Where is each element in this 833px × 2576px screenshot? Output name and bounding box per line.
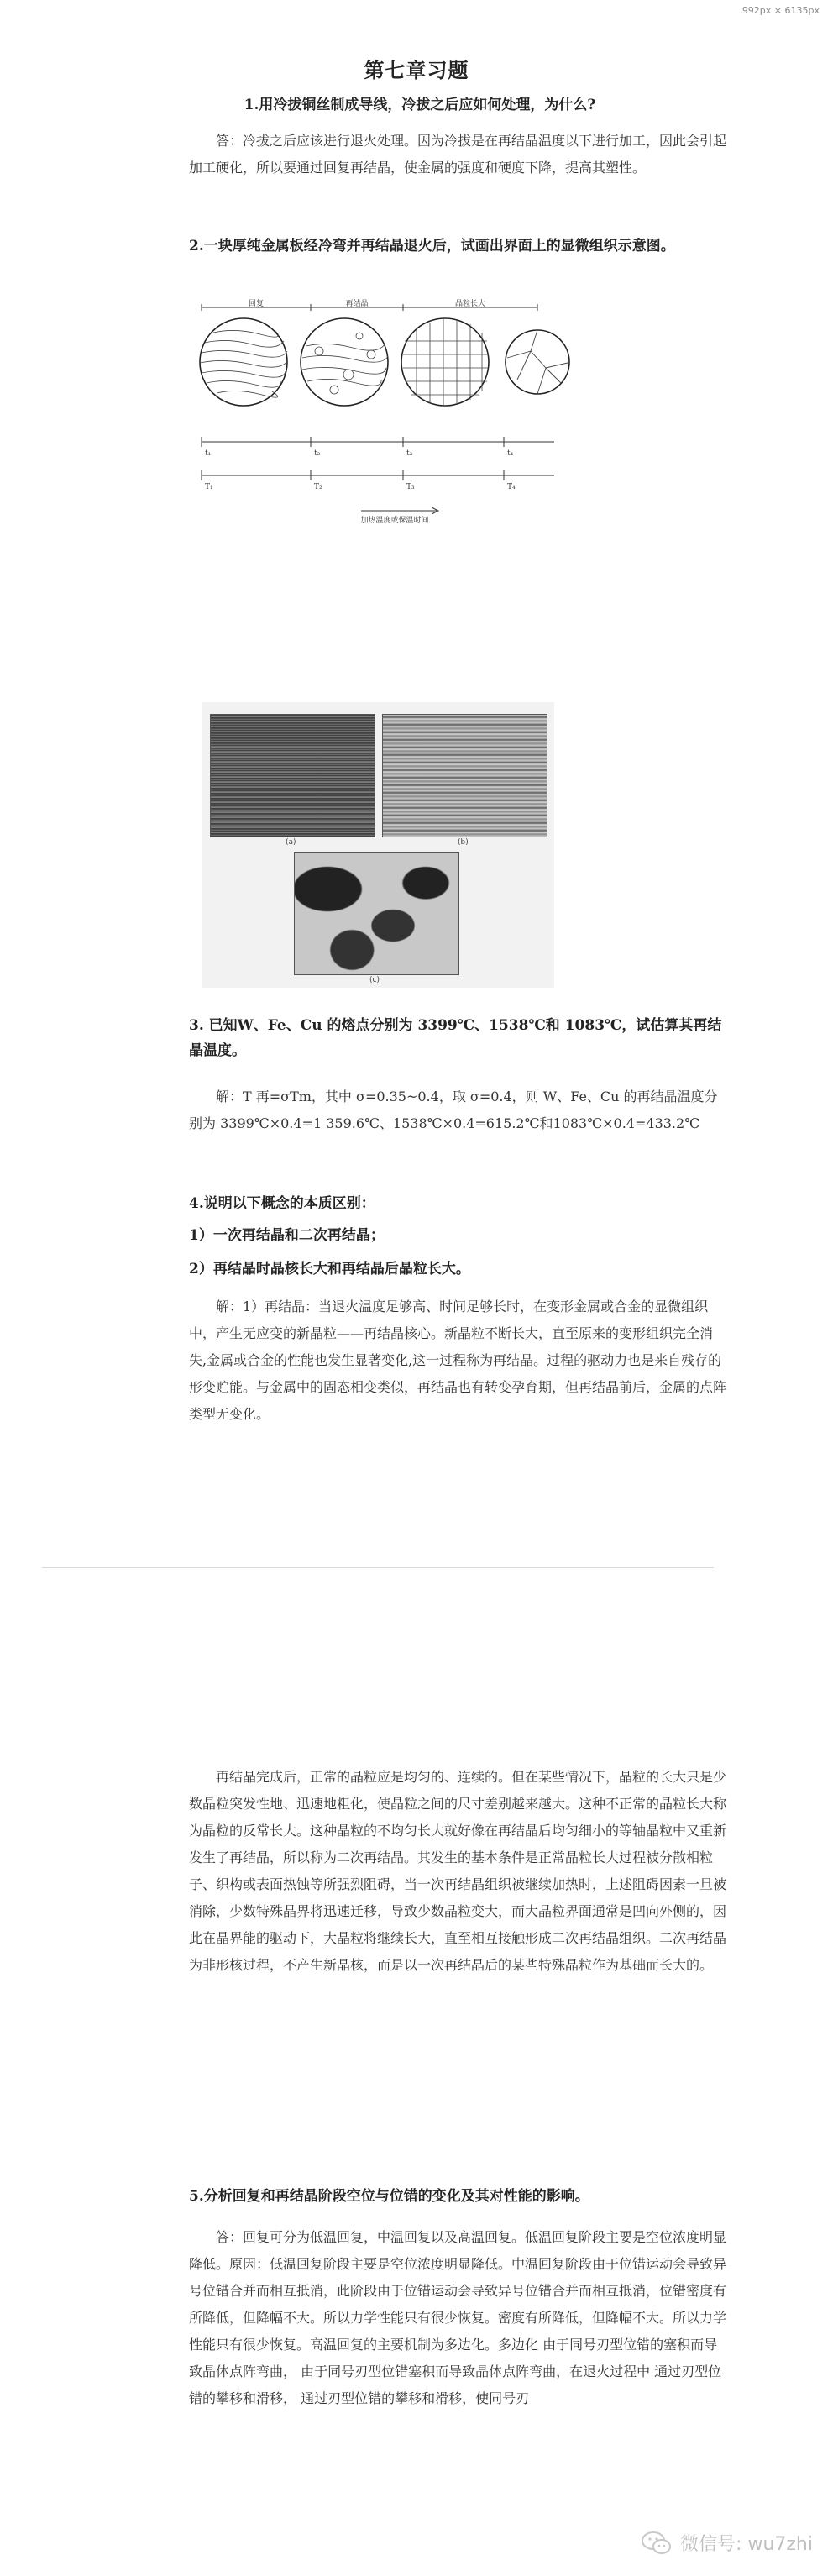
micro-circle-nucleation <box>301 318 388 406</box>
micro-circle-recrystallized <box>401 318 489 406</box>
micrograph-c-label: (c) <box>369 976 380 984</box>
answer-5: 答：回复可分为低温回复，中温回复以及高温回复。低温回复阶段主要是空位浓度明显降低。原因：低温回复阶段主要是空位浓度明显降低。中温回复阶段由于位错运动会导致异号位错合并而相互抵消，此阶段由于位错运动会导致异号位错合并而相互抵消，位错密度有所降低，但降幅不大。所以力学性能只有很少恢复。密度有所降低，但降幅不大。所以力学性能只有很少恢复。高温回复的主要机制为多边化。多边化 由于同号刃型位错的塞积而导致晶体点阵弯曲， 由于同号刃型位错塞积而导致晶体点阵弯曲，在退火过程中 通过刃型位错的攀移和滑移， 通过刃型位错的攀移和滑移，使同号刃 <box>189 2229 727 2406</box>
micrograph-a <box>210 714 375 837</box>
answer-4: 解：1）再结晶：当退火温度足够高、时间足够长时，在变形金属或合金的显微组织中，产生无应变的新晶粒——再结晶核心。新晶粒不断长大，直至原来的变形组织完全消失,金属或合金的性能也发生显著变化,这一过程称为再结晶。过程的驱动力也是来自残存的形变贮能。与金属中的固态相变类似，再结晶也有转变孕育期，但再结晶前后，金属的点阵类型无变化。 <box>189 1298 727 1422</box>
stage-label-grain-growth: 晶粒长大 <box>454 300 486 308</box>
T4-label: T₄ <box>507 483 516 491</box>
grain-evolution-figure <box>185 299 571 526</box>
page-2 <box>0 1579 833 2576</box>
stage-label-recovery: 回复 <box>248 300 265 308</box>
answer-3: 解：T 再=σTm，其中 σ=0.35~0.4，取 σ=0.4，则 W、Fe、Cu 的再结晶温度分别为 3399℃×0.4=1 359.6℃、1538℃×0.4=615.2℃和1083℃×0.4=433.2℃ <box>189 1089 718 1131</box>
T1-label: T₁ <box>205 483 213 491</box>
micrograph-b <box>382 714 547 837</box>
t4-label: t₄ <box>507 449 514 458</box>
question-3: 3. 已知W、Fe、Cu 的熔点分别为 3399℃、1538℃和 1083℃，试估算其再结晶温度。 <box>189 1017 722 1059</box>
question-4-item-1: 1）一次再结晶和二次再结晶； <box>189 1227 385 1244</box>
t1-label: t₁ <box>205 449 212 458</box>
question-5: 5.分析回复和再结晶阶段空位与位错的变化及其对性能的影响。 <box>189 2188 589 2205</box>
micro-circle-grown <box>506 330 569 394</box>
micrograph-b-label: (b) <box>458 838 469 847</box>
question-4-item-2: 2）再结晶时晶核长大和再结晶后晶粒长大。 <box>189 1261 470 1278</box>
T2-label: T₂ <box>314 483 322 491</box>
stage-label-recrystallization: 再结晶 <box>345 300 369 308</box>
question-1: 1.用冷拔铜丝制成导线，冷拔之后应如何处理，为什么? <box>244 97 596 113</box>
t3-label: t₃ <box>406 449 413 458</box>
time-axis-label: 加热温度或保温时间 <box>360 517 429 525</box>
t2-label: t₂ <box>314 449 321 458</box>
T3-label: T₃ <box>406 483 415 491</box>
answer-4-continued: 再结晶完成后，正常的晶粒应是均匀的、连续的。但在某些情况下，晶粒的长大只是少数晶粒突发性地、迅速地粗化，使晶粒之间的尺寸差别越来越大。这种不正常的晶粒长大称为晶粒的反常长大。这种晶粒的不均匀长大就好像在再结晶后均匀细小的等轴晶粒中又重新发生了再结晶，所以称为二次再结晶。其发生的基本条件是正常晶粒长大过程被分散相粒子、织构或表面热蚀等所强烈阻碍，当一次再结晶组织被继续加热时，上述阻碍因素一旦被消除，少数特殊晶界将迅速迁移，导致少数晶粒变大，而大晶粒界面通常是凹向外侧的，因此在晶界能的驱动下，大晶粒将继续长大，直至相互接触形成二次再结晶组织。二次再结晶为非形核过程，不产生新晶核，而是以一次再结晶后的某些特殊晶粒作为基础而长大的。 <box>189 1769 727 1973</box>
question-4: 4.说明以下概念的本质区别： <box>189 1195 375 1212</box>
watermark-text: 微信号: wu7zhi <box>680 2534 813 2555</box>
micro-circle-deformed <box>200 318 287 406</box>
wechat-icon <box>642 2531 672 2556</box>
wechat-watermark <box>642 2530 813 2556</box>
micrograph-c <box>294 852 459 975</box>
micrograph-figure <box>202 702 554 988</box>
page-title: 第七章习题 <box>364 58 469 82</box>
answer-1: 答：冷拔之后应该进行退火处理。因为冷拔是在再结晶温度以下进行加工，因此会引起加工硬化，所以要通过回复再结晶，使金属的强度和硬度下降，提高其塑性。 <box>189 133 727 176</box>
micrograph-a-label: (a) <box>286 838 296 847</box>
page-divider <box>42 1567 714 1568</box>
question-2: 2.一块厚纯金属板经冷弯并再结晶退火后，试画出界面上的显微组织示意图。 <box>189 238 675 254</box>
image-size-label: 992px × 6135px <box>741 5 820 16</box>
